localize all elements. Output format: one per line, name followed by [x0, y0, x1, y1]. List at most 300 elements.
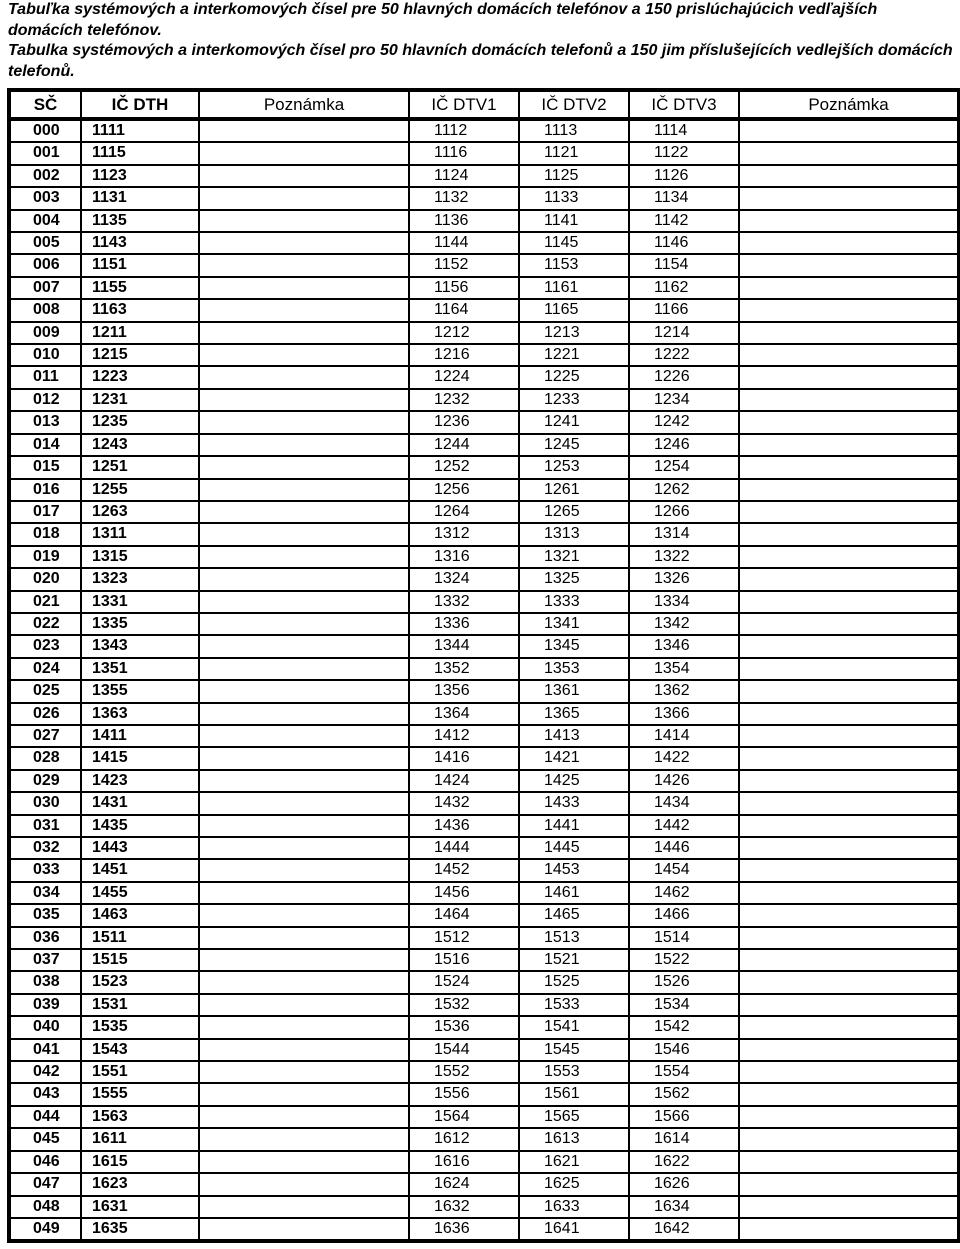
cell-ic-dtv1: 1152 [409, 254, 519, 276]
cell-ic-dth: 1623 [81, 1173, 199, 1195]
cell-ic-dtv3: 1346 [629, 635, 739, 657]
cell-note-2 [739, 1218, 959, 1241]
cell-ic-dth: 1231 [81, 389, 199, 411]
cell-note-1 [199, 725, 409, 747]
cell-ic-dtv1: 1116 [409, 142, 519, 164]
cell-ic-dth: 1631 [81, 1196, 199, 1218]
cell-sc: 009 [9, 322, 81, 344]
cell-note-1 [199, 142, 409, 164]
cell-sc: 000 [9, 119, 81, 142]
cell-ic-dtv2: 1361 [519, 680, 629, 702]
table-row [9, 658, 959, 680]
cell-ic-dtv2: 1245 [519, 434, 629, 456]
cell-ic-dth: 1315 [81, 546, 199, 568]
table-row [9, 1061, 959, 1083]
cell-note-2 [739, 1016, 959, 1038]
cell-sc: 029 [9, 770, 81, 792]
cell-ic-dtv1: 1124 [409, 165, 519, 187]
cell-ic-dtv3: 1234 [629, 389, 739, 411]
cell-note-1 [199, 1039, 409, 1061]
table-row [9, 187, 959, 209]
cell-ic-dth: 1531 [81, 994, 199, 1016]
cell-ic-dtv1: 1224 [409, 366, 519, 388]
cell-note-1 [199, 1083, 409, 1105]
cell-ic-dtv3: 1154 [629, 254, 739, 276]
cell-note-1 [199, 456, 409, 478]
cell-ic-dtv1: 1112 [409, 119, 519, 142]
table-row [9, 568, 959, 590]
cell-note-2 [739, 591, 959, 613]
cell-ic-dtv3: 1446 [629, 837, 739, 859]
table-header-row [9, 90, 959, 119]
cell-ic-dtv1: 1324 [409, 568, 519, 590]
cell-note-2 [739, 277, 959, 299]
cell-ic-dth: 1115 [81, 142, 199, 164]
cell-note-1 [199, 591, 409, 613]
cell-note-1 [199, 703, 409, 725]
cell-ic-dth: 1563 [81, 1106, 199, 1128]
cell-ic-dtv1: 1536 [409, 1016, 519, 1038]
cell-ic-dtv3: 1562 [629, 1083, 739, 1105]
table-row [9, 635, 959, 657]
table-row [9, 479, 959, 501]
cell-ic-dth: 1411 [81, 725, 199, 747]
cell-ic-dtv2: 1433 [519, 792, 629, 814]
cell-ic-dtv1: 1616 [409, 1151, 519, 1173]
table-row [9, 994, 959, 1016]
cell-note-2 [739, 479, 959, 501]
cell-ic-dth: 1155 [81, 277, 199, 299]
cell-ic-dtv2: 1633 [519, 1196, 629, 1218]
table-row [9, 792, 959, 814]
cell-note-1 [199, 344, 409, 366]
cell-ic-dtv2: 1621 [519, 1151, 629, 1173]
cell-ic-dtv2: 1413 [519, 725, 629, 747]
table-row [9, 703, 959, 725]
cell-ic-dtv3: 1214 [629, 322, 739, 344]
cell-note-2 [739, 322, 959, 344]
cell-ic-dth: 1151 [81, 254, 199, 276]
cell-sc: 042 [9, 1061, 81, 1083]
cell-ic-dtv2: 1561 [519, 1083, 629, 1105]
cell-ic-dth: 1343 [81, 635, 199, 657]
cell-note-1 [199, 366, 409, 388]
cell-ic-dtv3: 1114 [629, 119, 739, 142]
cell-ic-dth: 1263 [81, 501, 199, 523]
cell-sc: 038 [9, 971, 81, 993]
cell-ic-dtv1: 1252 [409, 456, 519, 478]
cell-sc: 022 [9, 613, 81, 635]
cell-note-2 [739, 703, 959, 725]
table-row [9, 949, 959, 971]
table-row [9, 277, 959, 299]
cell-ic-dtv1: 1432 [409, 792, 519, 814]
table-row [9, 1039, 959, 1061]
cell-ic-dtv3: 1554 [629, 1061, 739, 1083]
cell-note-1 [199, 187, 409, 209]
cell-ic-dtv2: 1341 [519, 613, 629, 635]
cell-ic-dth: 1555 [81, 1083, 199, 1105]
cell-ic-dtv3: 1246 [629, 434, 739, 456]
cell-ic-dtv2: 1225 [519, 366, 629, 388]
cell-note-2 [739, 210, 959, 232]
table-row [9, 232, 959, 254]
cell-note-2 [739, 927, 959, 949]
cell-sc: 003 [9, 187, 81, 209]
cell-ic-dtv1: 1412 [409, 725, 519, 747]
cell-ic-dtv3: 1442 [629, 815, 739, 837]
cell-note-2 [739, 344, 959, 366]
cell-note-1 [199, 546, 409, 568]
cell-ic-dth: 1111 [81, 119, 199, 142]
cell-note-1 [199, 1173, 409, 1195]
cell-note-2 [739, 635, 959, 657]
cell-sc: 008 [9, 299, 81, 321]
cell-ic-dtv3: 1146 [629, 232, 739, 254]
table-row [9, 501, 959, 523]
cell-ic-dtv3: 1166 [629, 299, 739, 321]
cell-ic-dtv2: 1453 [519, 859, 629, 881]
cell-ic-dtv2: 1325 [519, 568, 629, 590]
cell-ic-dth: 1455 [81, 882, 199, 904]
cell-ic-dtv1: 1556 [409, 1083, 519, 1105]
cell-note-1 [199, 1106, 409, 1128]
cell-note-1 [199, 1151, 409, 1173]
cell-ic-dtv3: 1522 [629, 949, 739, 971]
cell-note-2 [739, 254, 959, 276]
cell-sc: 046 [9, 1151, 81, 1173]
cell-ic-dtv3: 1262 [629, 479, 739, 501]
table-row [9, 1106, 959, 1128]
table-row [9, 859, 959, 881]
cell-ic-dtv3: 1334 [629, 591, 739, 613]
cell-ic-dtv3: 1326 [629, 568, 739, 590]
cell-ic-dth: 1611 [81, 1128, 199, 1150]
cell-note-2 [739, 1173, 959, 1195]
cell-ic-dtv2: 1445 [519, 837, 629, 859]
cell-sc: 014 [9, 434, 81, 456]
cell-ic-dtv3: 1314 [629, 523, 739, 545]
cell-sc: 049 [9, 1218, 81, 1241]
cell-ic-dth: 1463 [81, 904, 199, 926]
cell-note-1 [199, 568, 409, 590]
cell-ic-dtv2: 1161 [519, 277, 629, 299]
cell-note-1 [199, 613, 409, 635]
cell-ic-dth: 1235 [81, 411, 199, 433]
cell-ic-dth: 1335 [81, 613, 199, 635]
cell-sc: 017 [9, 501, 81, 523]
cell-ic-dth: 1451 [81, 859, 199, 881]
table-row [9, 546, 959, 568]
cell-sc: 010 [9, 344, 81, 366]
cell-sc: 047 [9, 1173, 81, 1195]
cell-ic-dth: 1351 [81, 658, 199, 680]
cell-ic-dtv2: 1265 [519, 501, 629, 523]
cell-ic-dtv3: 1514 [629, 927, 739, 949]
cell-ic-dtv2: 1565 [519, 1106, 629, 1128]
cell-note-2 [739, 456, 959, 478]
cell-note-1 [199, 971, 409, 993]
cell-ic-dtv1: 1244 [409, 434, 519, 456]
cell-ic-dth: 1543 [81, 1039, 199, 1061]
cell-ic-dtv2: 1613 [519, 1128, 629, 1150]
cell-note-1 [199, 747, 409, 769]
cell-ic-dtv1: 1312 [409, 523, 519, 545]
cell-ic-dtv2: 1333 [519, 591, 629, 613]
cell-sc: 001 [9, 142, 81, 164]
cell-ic-dtv1: 1516 [409, 949, 519, 971]
header-ic-dtv1: IČ DTV1 [409, 90, 519, 119]
cell-ic-dtv1: 1212 [409, 322, 519, 344]
cell-ic-dtv3: 1126 [629, 165, 739, 187]
cell-ic-dth: 1163 [81, 299, 199, 321]
cell-ic-dtv1: 1436 [409, 815, 519, 837]
cell-note-1 [199, 389, 409, 411]
table-row [9, 210, 959, 232]
cell-ic-dtv2: 1125 [519, 165, 629, 187]
cell-note-2 [739, 658, 959, 680]
cell-ic-dtv2: 1165 [519, 299, 629, 321]
cell-note-1 [199, 792, 409, 814]
cell-ic-dtv1: 1332 [409, 591, 519, 613]
cell-note-2 [739, 613, 959, 635]
cell-note-1 [199, 635, 409, 657]
cell-ic-dth: 1415 [81, 747, 199, 769]
table-row [9, 927, 959, 949]
cell-ic-dtv1: 1612 [409, 1128, 519, 1150]
cell-ic-dth: 1131 [81, 187, 199, 209]
cell-ic-dtv3: 1142 [629, 210, 739, 232]
cell-ic-dtv3: 1642 [629, 1218, 739, 1241]
cell-ic-dth: 1423 [81, 770, 199, 792]
cell-ic-dth: 1215 [81, 344, 199, 366]
cell-sc: 013 [9, 411, 81, 433]
cell-ic-dtv2: 1541 [519, 1016, 629, 1038]
cell-note-1 [199, 1016, 409, 1038]
cell-ic-dtv2: 1133 [519, 187, 629, 209]
cell-ic-dtv2: 1545 [519, 1039, 629, 1061]
cell-note-1 [199, 1128, 409, 1150]
cell-ic-dtv2: 1353 [519, 658, 629, 680]
cell-note-1 [199, 277, 409, 299]
cell-ic-dtv2: 1253 [519, 456, 629, 478]
cell-note-2 [739, 1151, 959, 1173]
cell-ic-dth: 1511 [81, 927, 199, 949]
cell-ic-dtv1: 1216 [409, 344, 519, 366]
cell-note-2 [739, 568, 959, 590]
cell-ic-dtv3: 1322 [629, 546, 739, 568]
header-note-2: Poznámka [739, 90, 959, 119]
table-row [9, 389, 959, 411]
table-row [9, 591, 959, 613]
table-row [9, 142, 959, 164]
cell-ic-dth: 1135 [81, 210, 199, 232]
cell-ic-dth: 1515 [81, 949, 199, 971]
cell-ic-dtv1: 1456 [409, 882, 519, 904]
cell-ic-dtv3: 1354 [629, 658, 739, 680]
cell-sc: 018 [9, 523, 81, 545]
cell-sc: 016 [9, 479, 81, 501]
cell-sc: 033 [9, 859, 81, 881]
cell-ic-dth: 1443 [81, 837, 199, 859]
cell-note-2 [739, 411, 959, 433]
cell-ic-dtv3: 1566 [629, 1106, 739, 1128]
table-row [9, 411, 959, 433]
table-row [9, 523, 959, 545]
cell-sc: 034 [9, 882, 81, 904]
cell-note-2 [739, 1196, 959, 1218]
cell-sc: 030 [9, 792, 81, 814]
cell-sc: 043 [9, 1083, 81, 1105]
cell-ic-dtv1: 1544 [409, 1039, 519, 1061]
cell-sc: 040 [9, 1016, 81, 1038]
cell-sc: 035 [9, 904, 81, 926]
cell-note-1 [199, 837, 409, 859]
cell-note-2 [739, 1128, 959, 1150]
cell-ic-dtv2: 1465 [519, 904, 629, 926]
cell-ic-dtv1: 1464 [409, 904, 519, 926]
cell-ic-dtv2: 1345 [519, 635, 629, 657]
cell-ic-dtv1: 1552 [409, 1061, 519, 1083]
cell-ic-dtv2: 1121 [519, 142, 629, 164]
cell-ic-dtv3: 1426 [629, 770, 739, 792]
cell-ic-dtv3: 1414 [629, 725, 739, 747]
table-row [9, 344, 959, 366]
cell-ic-dtv2: 1461 [519, 882, 629, 904]
cell-ic-dtv1: 1416 [409, 747, 519, 769]
cell-ic-dtv2: 1145 [519, 232, 629, 254]
table-row [9, 299, 959, 321]
cell-note-2 [739, 1039, 959, 1061]
cell-note-1 [199, 994, 409, 1016]
cell-ic-dtv3: 1526 [629, 971, 739, 993]
cell-sc: 027 [9, 725, 81, 747]
cell-note-2 [739, 366, 959, 388]
cell-ic-dth: 1535 [81, 1016, 199, 1038]
cell-sc: 011 [9, 366, 81, 388]
cell-ic-dtv2: 1641 [519, 1218, 629, 1241]
table-body [9, 119, 959, 1241]
cell-ic-dtv2: 1113 [519, 119, 629, 142]
cell-sc: 005 [9, 232, 81, 254]
cell-note-1 [199, 1061, 409, 1083]
cell-ic-dtv2: 1241 [519, 411, 629, 433]
header-note-1: Poznámka [199, 90, 409, 119]
cell-sc: 031 [9, 815, 81, 837]
header-ic-dtv2: IČ DTV2 [519, 90, 629, 119]
cell-ic-dtv1: 1444 [409, 837, 519, 859]
cell-ic-dth: 1251 [81, 456, 199, 478]
cell-note-1 [199, 322, 409, 344]
table-row [9, 1173, 959, 1195]
cell-ic-dtv1: 1164 [409, 299, 519, 321]
cell-note-1 [199, 523, 409, 545]
cell-note-1 [199, 119, 409, 142]
cell-ic-dtv3: 1466 [629, 904, 739, 926]
cell-ic-dtv1: 1564 [409, 1106, 519, 1128]
cell-ic-dtv3: 1134 [629, 187, 739, 209]
table-row [9, 1151, 959, 1173]
cell-ic-dtv1: 1524 [409, 971, 519, 993]
cell-sc: 020 [9, 568, 81, 590]
cell-ic-dtv3: 1434 [629, 792, 739, 814]
table-row [9, 165, 959, 187]
heading-czech: Tabulka systémových a interkomových čísel pro 50 hlavních domácích telefonů a 150 jim příslušejících vedlejších domácích telefonů. [8, 42, 953, 80]
table-row [9, 366, 959, 388]
table-row [9, 971, 959, 993]
cell-ic-dtv3: 1614 [629, 1128, 739, 1150]
cell-ic-dtv3: 1242 [629, 411, 739, 433]
cell-note-2 [739, 837, 959, 859]
cell-ic-dth: 1255 [81, 479, 199, 501]
cell-ic-dtv2: 1153 [519, 254, 629, 276]
cell-note-1 [199, 904, 409, 926]
cell-ic-dth: 1355 [81, 680, 199, 702]
cell-sc: 028 [9, 747, 81, 769]
cell-ic-dtv3: 1634 [629, 1196, 739, 1218]
table-row [9, 1083, 959, 1105]
cell-sc: 037 [9, 949, 81, 971]
table-row [9, 1016, 959, 1038]
cell-ic-dtv1: 1336 [409, 613, 519, 635]
cell-ic-dth: 1211 [81, 322, 199, 344]
cell-ic-dtv3: 1222 [629, 344, 739, 366]
cell-note-2 [739, 792, 959, 814]
table-row [9, 613, 959, 635]
cell-ic-dtv1: 1264 [409, 501, 519, 523]
cell-note-2 [739, 187, 959, 209]
table-row [9, 815, 959, 837]
cell-ic-dtv3: 1542 [629, 1016, 739, 1038]
cell-note-2 [739, 815, 959, 837]
cell-ic-dtv2: 1425 [519, 770, 629, 792]
cell-note-2 [739, 119, 959, 142]
cell-ic-dtv3: 1254 [629, 456, 739, 478]
cell-sc: 041 [9, 1039, 81, 1061]
cell-sc: 036 [9, 927, 81, 949]
cell-sc: 015 [9, 456, 81, 478]
cell-ic-dtv3: 1622 [629, 1151, 739, 1173]
table-row [9, 322, 959, 344]
cell-ic-dth: 1223 [81, 366, 199, 388]
cell-note-2 [739, 882, 959, 904]
cell-note-2 [739, 747, 959, 769]
table-row [9, 1196, 959, 1218]
cell-ic-dtv1: 1624 [409, 1173, 519, 1195]
cell-ic-dth: 1143 [81, 232, 199, 254]
cell-note-2 [739, 770, 959, 792]
cell-note-1 [199, 815, 409, 837]
header-sc: SČ [9, 90, 81, 119]
cell-ic-dtv2: 1525 [519, 971, 629, 993]
cell-note-1 [199, 680, 409, 702]
cell-note-2 [739, 971, 959, 993]
cell-ic-dtv3: 1266 [629, 501, 739, 523]
cell-ic-dtv3: 1366 [629, 703, 739, 725]
cell-sc: 048 [9, 1196, 81, 1218]
cell-ic-dtv1: 1344 [409, 635, 519, 657]
cell-ic-dtv3: 1342 [629, 613, 739, 635]
header-ic-dth: IČ DTH [81, 90, 199, 119]
cell-note-2 [739, 680, 959, 702]
table-row [9, 725, 959, 747]
table-row [9, 456, 959, 478]
cell-ic-dtv1: 1512 [409, 927, 519, 949]
cell-note-1 [199, 254, 409, 276]
cell-note-2 [739, 232, 959, 254]
cell-note-2 [739, 949, 959, 971]
cell-ic-dtv3: 1462 [629, 882, 739, 904]
